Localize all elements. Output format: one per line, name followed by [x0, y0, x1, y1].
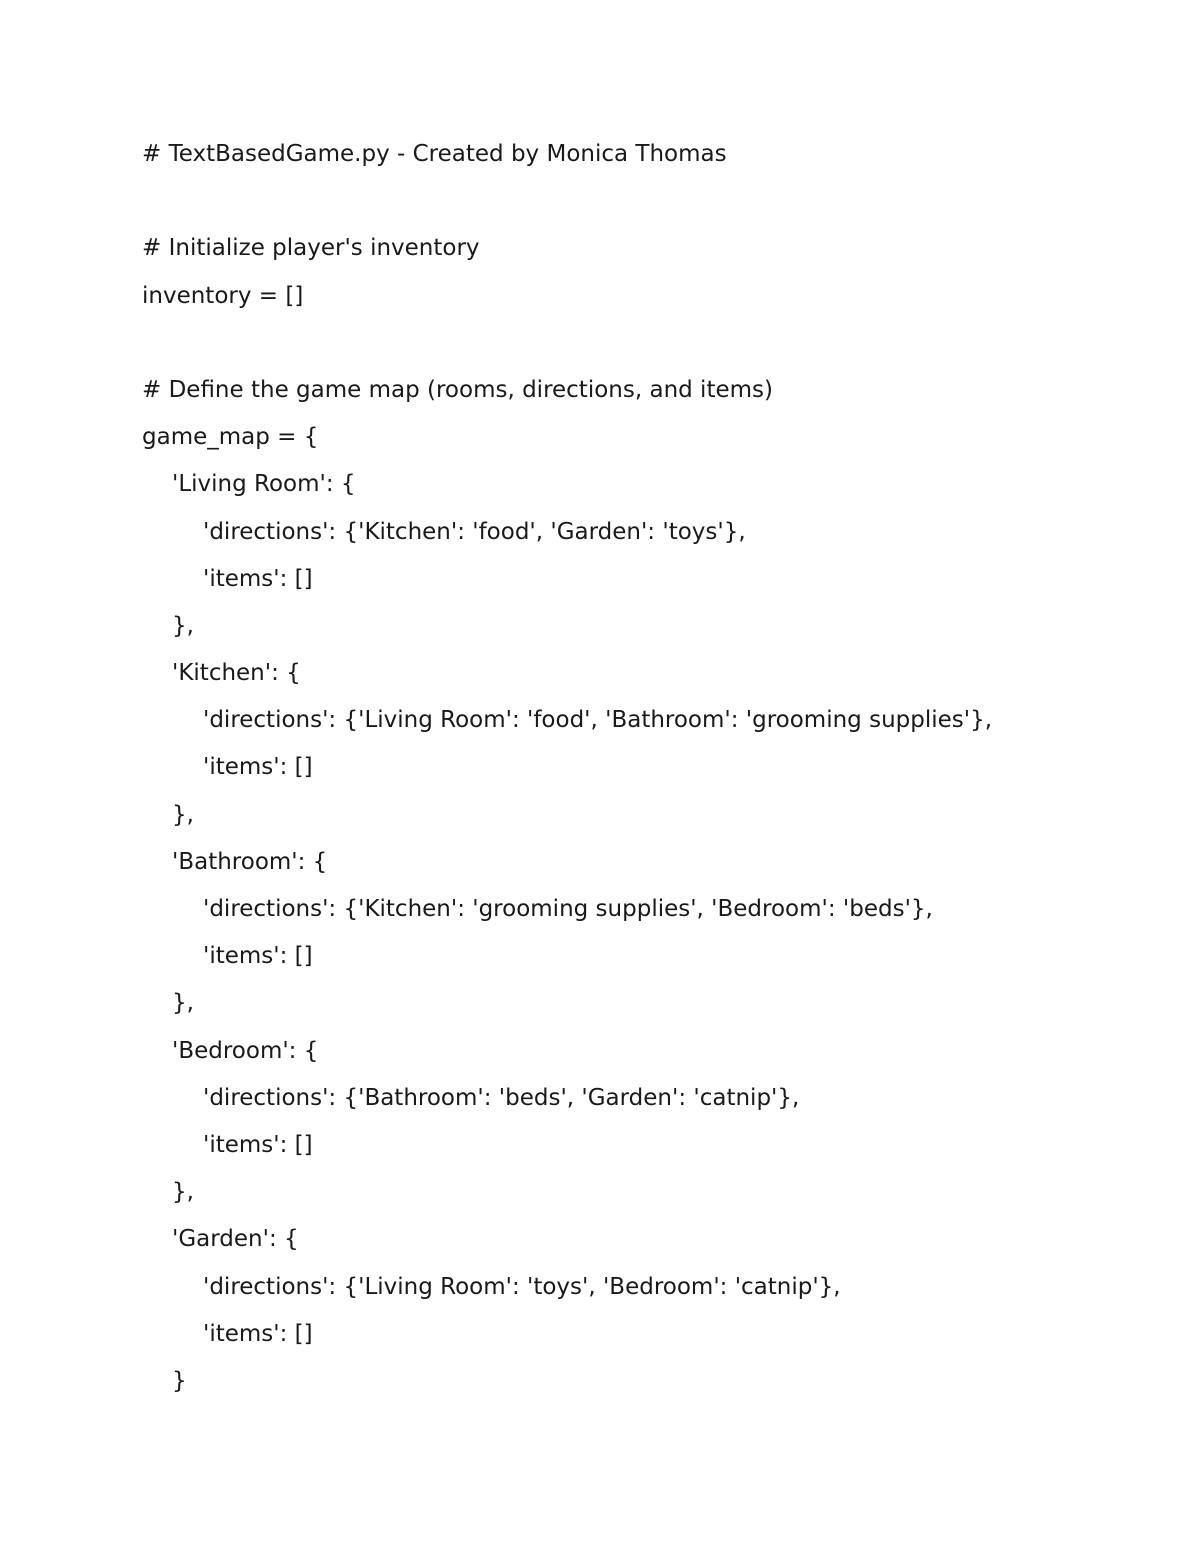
room-garden-directions: 'directions': {'Living Room': 'toys', 'Bedroom': 'catnip'},: [203, 1273, 841, 1300]
inventory-comment: # Initialize player's inventory: [142, 235, 480, 262]
room-bedroom-items: 'items': []: [203, 1131, 313, 1158]
code-listing: [142, 131, 1142, 1405]
room-garden-items: 'items': []: [203, 1320, 313, 1347]
room-kitchen-open: 'Kitchen': {: [172, 660, 301, 687]
header-comment: # TextBasedGame.py - Created by Monica Thomas: [142, 141, 727, 167]
room-living-room-directions: 'directions': {'Kitchen': 'food', 'Garden': 'toys'},: [203, 518, 746, 545]
room-kitchen-close: },: [172, 801, 194, 828]
room-bathroom-items: 'items': []: [203, 943, 313, 970]
blank-line: [142, 178, 1142, 225]
game-map-comment: # Define the game map (rooms, directions, and items): [142, 376, 773, 403]
room-bathroom-directions: 'directions': {'Kitchen': 'grooming supplies', 'Bedroom': 'beds'},: [203, 896, 933, 922]
room-bedroom-open: 'Bedroom': {: [172, 1037, 319, 1064]
blank-line: [142, 320, 1142, 367]
room-living-room-items: 'items': []: [203, 565, 313, 592]
room-bedroom-directions: 'directions': {'Bathroom': 'beds', 'Garden': 'catnip'},: [203, 1084, 800, 1111]
room-bedroom-close: },: [172, 1179, 194, 1206]
room-living-room-close: },: [172, 612, 194, 639]
room-bathroom-open: 'Bathroom': {: [172, 848, 328, 875]
inventory-assignment: inventory = []: [142, 282, 304, 309]
room-living-room-open: 'Living Room': {: [172, 471, 356, 498]
room-bathroom-close: },: [172, 990, 194, 1017]
room-kitchen-directions: 'directions': {'Living Room': 'food', 'Bathroom': 'grooming supplies'},: [203, 707, 993, 734]
room-garden-close: }: [172, 1367, 187, 1394]
room-kitchen-items: 'items': []: [203, 754, 313, 781]
game-map-open: game_map = {: [142, 424, 319, 451]
room-garden-open: 'Garden': {: [172, 1226, 299, 1253]
